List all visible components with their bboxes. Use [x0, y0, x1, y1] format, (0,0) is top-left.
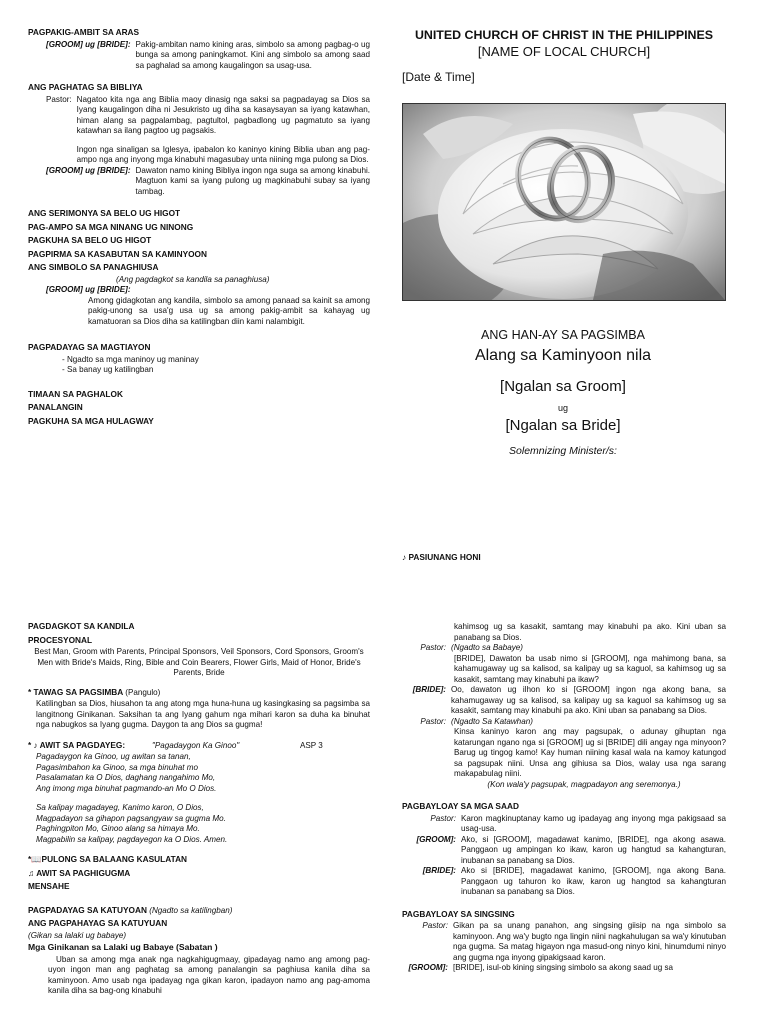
hymn-line: Pagasimbahon ka Ginoo, sa mga binuhat mo — [36, 762, 198, 772]
church-org-name: UNITED CHURCH OF CHRIST IN THE PHILIPPINES — [414, 28, 714, 42]
hymn-verse-2 — [28, 803, 370, 845]
speaker-label: Pastor: — [430, 813, 456, 823]
section-title: PAGPADAYAG SA KATUYOAN — [28, 904, 147, 915]
speaker-label: [GROOM]: — [416, 834, 456, 844]
section-note: (Ngadto sa katilingban) — [149, 905, 233, 915]
speaker-label: [GROOM] ug [BRIDE]: — [46, 165, 131, 175]
hymn-number: ASP 3 — [300, 740, 323, 750]
groom-name: [Ngalan sa Groom] — [500, 378, 626, 395]
section-title: PAGPADAYAG SA MAGTIAYON — [28, 342, 151, 352]
section-title: Mga Ginikanan sa Lalaki ug Babaye (Sabatan ) — [28, 942, 218, 952]
list-item: - Sa banay ug katilingban — [62, 365, 154, 374]
procession-order: Best Man, Groom with Parents, Principal Sponsors, Veil Sponsors, Cord Sponsors, Groom's Men with Bride's Maids, Ring, Bible and Coin Bearers, Flower Girls, Maid of Honor, Bride's Parents, Bride — [34, 647, 364, 677]
date-time: [Date & Time] — [402, 70, 475, 84]
speaker-label: [BRIDE]: — [412, 685, 446, 694]
list-item: - Ngadto sa mga maninoy ug maninay — [62, 354, 199, 364]
section-title: PAGPAKIG-AMBIT SA ARAS — [28, 27, 140, 37]
order-of-worship-label: ANG HAN-AY SA PAGSIMBA — [481, 328, 645, 342]
section-title: *📖PULONG SA BALAANG KASULATAN — [28, 854, 188, 864]
hymn-line: Sa kalipay magadayeg, Kanimo karon, O Dios, — [36, 803, 204, 812]
speaker-label: Pastor: — [420, 643, 446, 652]
section-title: * TAWAG SA PAGSIMBA — [28, 686, 123, 697]
hymn-title: "Pagadaygon Ka Ginoo" — [152, 740, 240, 750]
panel-bottom-left — [28, 620, 370, 997]
section-text: Uban sa among mga anak nga nagkahigugmaay, gipadayag namo ang among pag-uyon ingon man ang paghatag sa among panalangin sa paghiusa kanila diha sa kaminyoon. Amo usab nga ipadayag nga gikan karon, ipadayon namo ang pag-amoma kanila diha sa bag-ong kinabuhi — [48, 954, 370, 995]
speaker-label: Pastor: — [422, 921, 448, 930]
hymn-line: Magpabilin sa kalipay, pagdayegon ka O Dios. Amen. — [36, 834, 228, 844]
section-title: ANG SERIMONYA SA BELO UG HIGOT — [28, 208, 181, 218]
section-title: ANG PAGPAHAYAG SA KATUYUAN — [28, 918, 168, 928]
section-note: (Ngadto Sa Katawhan) — [451, 716, 533, 726]
section-title: PAGBAYLOAY SA SINGSING — [402, 908, 515, 919]
hymn-line: Magpadayon sa gihapon pagsangyaw sa gugma Mo. — [36, 813, 226, 823]
wedding-rings-photo — [402, 103, 726, 301]
section-note: (Gikan sa lalaki ug babaye) — [28, 930, 127, 940]
section-text: Ako si [BRIDE], magadawat kanimo, [GROOM], nga akong Bana. Panggaon ug tahuron ko ikaw, karon ug hangtod sa kahangturan inubanan sa panabang sa Dios. — [461, 866, 726, 896]
section-title: PAGPIRMA SA KASABUTAN SA KAMINYOON — [28, 248, 207, 259]
hymn-line: Pasalamatan ka O Dios, daghang nangahimo Mo, — [36, 773, 216, 782]
section-title: PAGKUHA SA MGA HULAGWAY — [28, 415, 154, 426]
panel-bottom-right — [402, 622, 726, 974]
section-text: Among gidagkotan ang kandila, simbolo sa among panaad sa kainit sa among pakig-unong sa usa'g usa ug sa among pakig-ambit sa kahayag ug kamatuoran sa Dios diha sa katilingban diin kami nalambigit. — [88, 295, 370, 326]
section-text: [BRIDE], isul-ob kining singsing simbolo sa akong saad ug sa — [453, 963, 673, 972]
section-title: TIMAAN SA PAGHALOK — [28, 388, 123, 399]
speaker-label: [GROOM] ug [BRIDE]: — [46, 285, 131, 294]
section-title: PAGKUHA SA BELO UG HIGOT — [28, 235, 152, 245]
hymn-line: Pagadaygon ka Ginoo, ug awitan sa tanan, — [36, 752, 191, 761]
section-title: PAGBAYLOAY SA MGA SAAD — [402, 801, 519, 811]
section-text: Karon magkinuptanay kamo ug ipadayag ang inyong mga pakigsaad sa usag-usa. — [461, 813, 726, 833]
section-title: PANALANGIN — [28, 402, 83, 412]
section-note: (Pangulo) — [125, 687, 161, 697]
hymn-line: Ang imong mga binuhat pagmando-an Mo O Dios. — [36, 783, 217, 793]
section-text: kahimsog ug sa kasakit, samtang may kinabuhi pa ako. Kini uban sa panabang sa Dios. — [454, 622, 726, 642]
local-church-name: [NAME OF LOCAL CHURCH] — [477, 44, 651, 59]
section-note: (Ang pagdagkot sa kandila sa panaghiusa) — [116, 274, 270, 284]
section-title: ANG PAGHATAG SA BIBLIYA — [28, 82, 143, 92]
rings-rose-image — [403, 104, 725, 300]
conjunction: ug — [557, 403, 568, 413]
section-text: Katilingban sa Dios, hiusahon ta ang atong mga huna-huna ug kasingkasing sa pagsimba sa langitnong Ginikanan. Saksihan ta ang Iyang gahum nga mihari karon sa duha ka binuhat nga nabugkos sa Iyang gugma. Daygon ta ang Dios sa gugma! — [36, 699, 370, 729]
section-text: Pakig-ambitan namo kining aras, simbolo sa among pagbag-o ug bunga sa among paningkamot. Kini ang simbolo sa among saad sa paghalad sa among kaugalingon sa usag-usa. — [135, 39, 370, 70]
cover-header — [402, 28, 726, 59]
panel-top-left — [28, 26, 370, 428]
speaker-label: Pastor: — [420, 716, 446, 726]
speaker-label: [BRIDE]: — [422, 866, 456, 875]
speaker-label: [GROOM]: — [408, 963, 448, 972]
cover-title: Alang sa Kaminyoon nila — [474, 347, 652, 364]
speaker-label: Pastor: — [46, 94, 72, 104]
section-title: * ♪ AWIT SA PAGDAYEG: — [28, 739, 126, 750]
minister-label: Solemnizing Minister/s: — [509, 445, 617, 457]
section-text: Nagatoo kita nga ang Biblia maoy dinasig nga saksi sa pagpadayag sa Dios sa Iyang kaugalingon diha ni Jesukristo ug diha sa kasaysayan sa iyang katawhan, himan alang sa pagpalambag, pagtultol, pagbadlong ug pagmatuto sa iyang katawhan sa ilang pagtoo ug pagsakis. — [76, 94, 370, 135]
hymn-line: Paghingpiton Mo, Ginoo alang sa himaya Mo. — [36, 824, 200, 833]
section-text: Oo, dawaton ug ilhon ko si [GROOM] ingon nga akong bana, sa kahamugaway ug sa kalisod, sa kalipay ug sa kaguol sa kahimsog ug sa kasakit, samtang may kinabuhi pa ako. Kini uban sa panabang sa Dios. — [451, 685, 726, 715]
bride-name: [Ngalan sa Bride] — [505, 417, 621, 434]
prelude-label: ♪ PASIUNANG HONI — [402, 552, 481, 562]
speaker-label: [GROOM] ug [BRIDE]: — [46, 39, 131, 49]
section-text: Gikan pa sa unang panahon, ang singsing giisip na nga simbolo sa kaminyoon. Ang wa'y bugto nga lingin niini nagkahulugan sa wa'y kinutuban nga gugma. Sa matag higayon nga masud-ong ninyo kini, hinumdumi ninyo ang gugma nga inyong gipakigsaad karon. — [453, 921, 726, 962]
section-text: Dawaton namo kining Bibliya ingon nga suga sa among kinabuhi. Magtuon kami sa iyang pulong ug magkinabuhi subay sa iyang tambag. — [135, 165, 370, 196]
section-text: Ako, si [GROOM], magadawat kanimo, [BRIDE], nga akong asawa. Panggaon ug ampingan ko ikaw, karon ug hangtud sa kahangturan, inubanan sa panabang sa Dios. — [461, 834, 726, 865]
section-note: (Ngadto sa Babaye) — [451, 643, 523, 652]
section-title: PAGDAGKOT SA KANDILA — [28, 621, 135, 631]
section-text: Kinsa kaninyo karon ang may pagsupak, o adunay gihuptan nga katarungan ngano nga si [GROOM] ug si [BRIDE] dili angay nga minyoon? Barug ug tingog kamo! Kay human niining kasal wala na kamoy katungod sa pagsupak niini. Unsa ang gihiusa sa Dios, walay usa nga sarang makapabulag niini. — [454, 727, 726, 778]
section-title: MENSAHE — [28, 881, 70, 891]
hymn-verse-1 — [28, 752, 370, 794]
section-title: PAG-AMPO SA MGA NINANG UG NINONG — [28, 221, 194, 232]
section-note: (Kon wala'y pagsupak, magpadayon ang seremonya.) — [487, 779, 681, 789]
section-text: Ingon nga sinaligan sa Iglesya, ipabalon ko kaninyo kining Biblia uban ang pag-ampo nga ang inyong mga kinabuhi magasubay unta niining mga pulong sa Dios. — [76, 144, 370, 164]
section-title: PROCESYONAL — [28, 634, 93, 645]
section-title: ANG SIMBOLO SA PANAGHIUSA — [28, 262, 159, 272]
section-title: ♫ AWIT SA PAGHIGUGMA — [28, 867, 131, 878]
section-text: [BRIDE], Dawaton ba usab nimo si [GROOM], nga mahimong bana, sa kahamugaway ug sa kalisod, sa kalipay ug sa kaguol, sa kahimsog ug sa kasakit, samtang may kinabuhi pa ikaw? — [454, 653, 726, 684]
